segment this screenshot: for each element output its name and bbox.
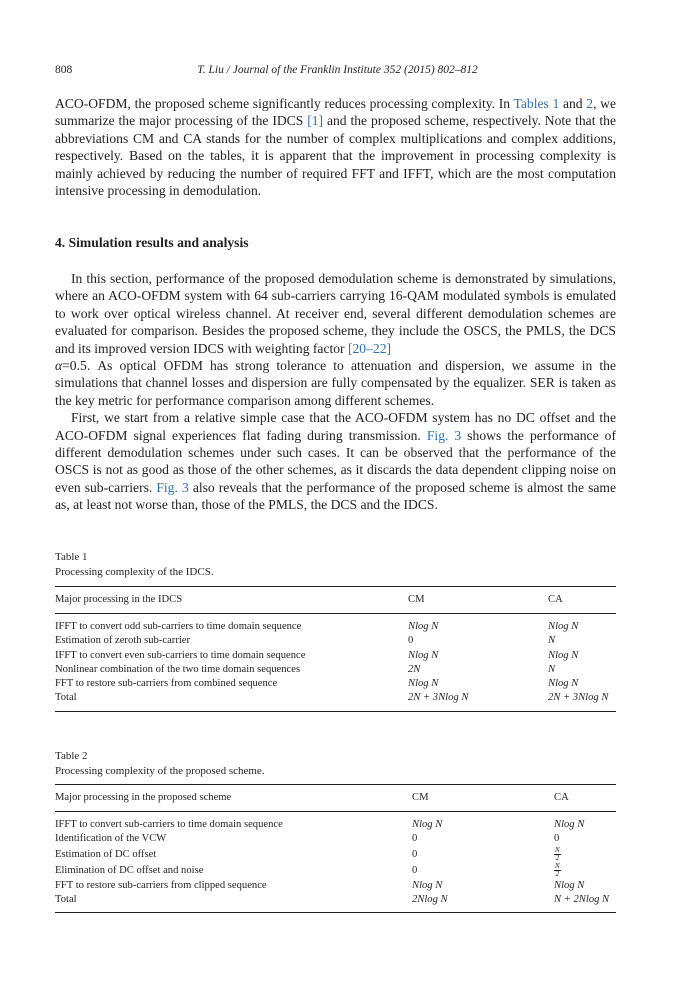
table1-row3-cm: Nlog N [408, 649, 439, 661]
page-header [55, 64, 620, 80]
table1-row2-process: Estimation of zeroth sub-carrier [55, 635, 191, 647]
table2-label: Table 2 [55, 750, 88, 762]
table-row [55, 691, 616, 705]
table-row [55, 893, 616, 907]
alpha-symbol: α [55, 358, 63, 374]
table2-row1-ca: Nlog N [554, 819, 585, 830]
table1-header-cm: CM [408, 594, 425, 605]
table1-row6-ca: 2N + 3Nlog N [548, 692, 609, 704]
paragraph-simulation [55, 270, 616, 409]
section-body [55, 270, 616, 514]
reference-1-link[interactable]: [1] [307, 113, 324, 129]
table1-row6-process: Total [55, 692, 77, 704]
table-row [55, 677, 616, 691]
table2-header-row [55, 785, 616, 811]
table2-header-cm: CM [412, 792, 429, 803]
table1-title: Processing complexity of the IDCS. [55, 565, 214, 578]
para3-text-c: also reveals that the performance of the proposed scheme is almost the same as, at least not worse than, those of the PMLS, the DCS and the IDCS. [55, 479, 617, 513]
table1-row4-ca: N [548, 663, 556, 675]
table1-row6-cm: 2N + 3Nlog N [408, 692, 469, 704]
table2-row6-ca: N + 2Nlog N [554, 893, 610, 905]
para3-text-a: First, we start from a relative simple case that the ACO-OFDM system has no DC offset and the ACO-OFDM signal experiences flat fading during transmission. [55, 410, 616, 443]
para2-text-b: . As optical OFDM has strong tolerance to attenuation and dispersion, we assume in the simulations that channel losses and dispersion are fully compensated by the equalizer. SER is taken as the key metric for performance comparison among different schemes. [55, 358, 616, 408]
table2-row1-process: IFFT to convert sub-carriers to time domain sequence [55, 819, 283, 830]
page-number: 808 [55, 64, 73, 76]
table2 [55, 784, 616, 913]
table1 [55, 586, 616, 712]
table1-row1-cm: Nlog N [408, 621, 439, 632]
table2-caption [55, 749, 265, 778]
table-row [55, 634, 616, 648]
table-row [55, 818, 616, 832]
para1-text-c: , we summarize the major processing of the IDCS [55, 96, 616, 129]
section-heading: 4. Simulation results and analysis [55, 235, 249, 250]
reference-20-22-link[interactable]: [20–22] [347, 340, 392, 356]
table-2-link[interactable]: 2 [586, 96, 594, 111]
table1-row4-cm: 2N [408, 663, 421, 675]
table2-header-processing: Major processing in the proposed scheme [55, 792, 232, 803]
table-row [55, 832, 616, 846]
table1-row5-cm: Nlog N [408, 678, 439, 690]
table-row [55, 879, 616, 893]
table1-row1-ca: Nlog N [548, 621, 579, 632]
figure-3-link[interactable]: Fig. 3 [426, 427, 462, 443]
para2-text-a: In this section, performance of the proposed demodulation scheme is demonstrated by simulations, where an ACO-OFDM system with 64 sub-carriers carrying 16-QAM modulated symbols is emulated to work over optical wireless channel. At receiver end, several different demodulation schemes are evaluated for comparison. Besides the proposed scheme, they include the OSCS, the PMLS, the DCS and its improved version IDCS with weighting factor [55, 271, 616, 356]
table1-header-row [55, 587, 616, 613]
table2-row2-ca: 0 [554, 833, 560, 845]
table2-row4-ca: $\frac{N}{2}$ [555, 861, 560, 878]
paragraph-intro [55, 95, 616, 199]
table1-row5-process: FFT to restore sub-carriers from combined sequence [55, 678, 278, 690]
table-row [55, 649, 616, 663]
table2-title: Processing complexity of the proposed scheme. [55, 764, 265, 777]
table2-row2-process: Identification of the VCW [55, 833, 167, 845]
table2-row3-process: Estimation of DC offset [55, 848, 157, 860]
table2-header-ca: CA [554, 792, 569, 803]
table2-row5-process: FFT to restore sub-carriers from clipped sequence [55, 879, 267, 891]
para3-text-b: shows the performance of different demodulation schemes under such cases. It can be observed that the performance of the OSCS is not as good as those of the other schemes, as it discards the data dependent clipping noise on even sub-carriers. [55, 427, 616, 495]
figure-3-link-second[interactable]: Fig. 3 [156, 479, 189, 495]
table2-row5-ca: Nlog N [554, 879, 585, 891]
table2-row2-cm: 0 [412, 833, 418, 845]
table1-row2-cm: 0 [408, 635, 414, 647]
table1-row3-ca: Nlog N [548, 649, 579, 661]
table-row [55, 847, 616, 863]
tables-1-link[interactable]: Tables 1 [513, 96, 560, 111]
table1-row5-ca: Nlog N [548, 678, 579, 690]
table-row [55, 620, 616, 634]
table1-row2-ca: N [548, 635, 556, 647]
paragraph-flat-fading [55, 409, 616, 513]
table2-row3-ca: $\frac{N}{2}$ [555, 845, 560, 862]
table-row [55, 863, 616, 879]
table2-row1-cm: Nlog N [412, 819, 443, 830]
table2-row4-process: Elimination of DC offset and noise [55, 864, 204, 876]
table2-row3-cm: 0 [412, 848, 418, 860]
table2-row5-cm: Nlog N [412, 879, 443, 891]
table2-row6-process: Total [55, 893, 77, 905]
table1-row4-process: Nonlinear combination of the two time domain sequences [55, 663, 301, 675]
table-row [55, 663, 616, 677]
table1-header-processing: Major processing in the IDCS [55, 594, 183, 605]
table2-row4-cm: 0 [412, 864, 418, 876]
table1-header-ca: CA [548, 594, 563, 605]
table1-caption [55, 550, 214, 579]
para1-text-b: and [559, 96, 587, 111]
table1-label: Table 1 [55, 551, 88, 563]
para1-text-d: and the proposed scheme, respectively. Note that the abbreviations CM and CA stands for the number of complex multiplications and complex additions, respectively. Based on the tables, it is apparent that the improvement in processing complexity is mainly achieved by reducing the number of required FFT and IFFT, which are the most computation intensive processing in demodulation. [55, 113, 616, 199]
running-head: T. Liu / Journal of the Franklin Institute 352 (2015) 802–812 [197, 64, 478, 76]
table2-row6-cm: 2Nlog N [412, 893, 448, 905]
table1-row1-process: IFFT to convert odd sub-carriers to time domain sequence [55, 621, 302, 632]
para1-text-a: ACO-OFDM, the proposed scheme significantly reduces processing complexity. In [55, 96, 514, 111]
alpha-value: =0.5 [62, 358, 87, 374]
table1-row3-process: IFFT to convert even sub-carriers to time domain sequence [55, 649, 306, 661]
